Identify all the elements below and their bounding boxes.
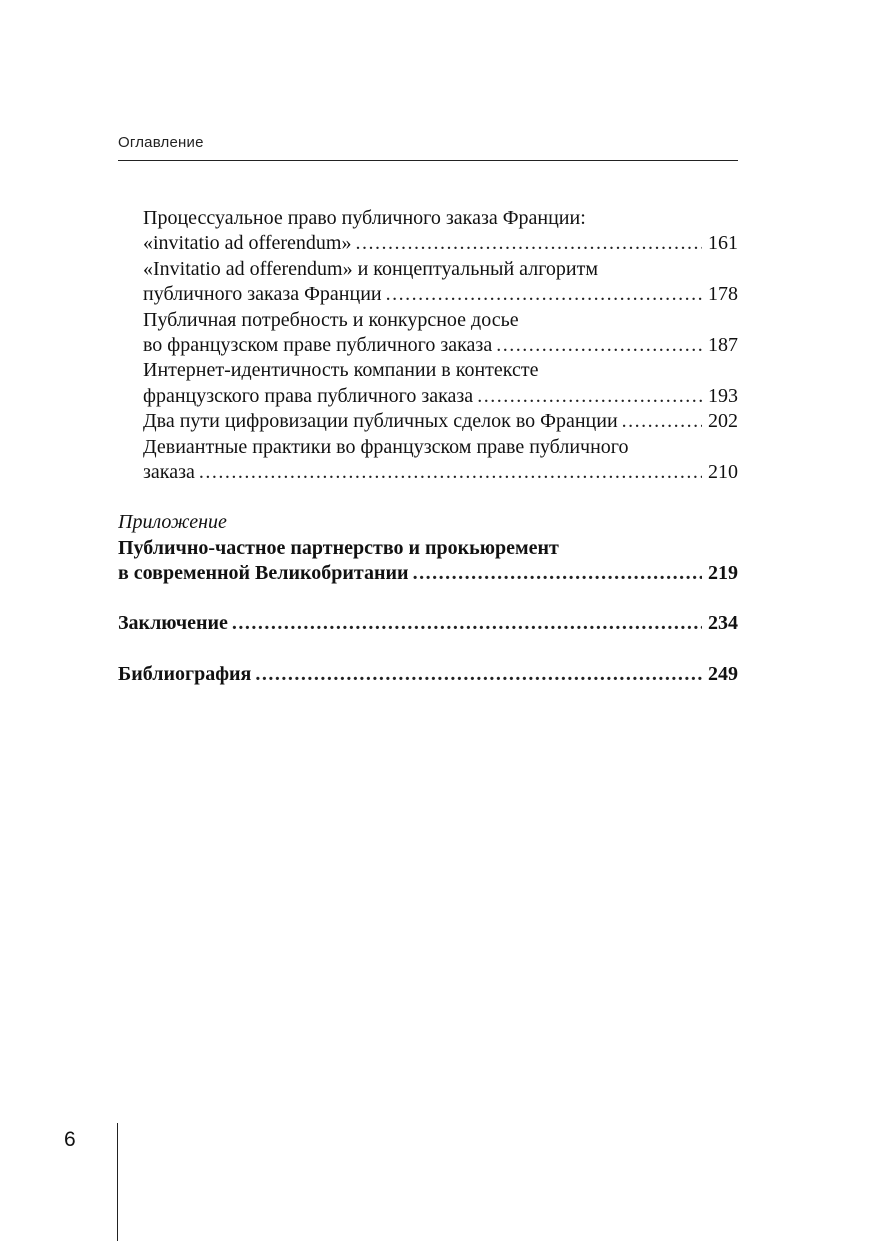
toc-entry-title: Публичная потребность и конкурсное досье (143, 308, 519, 331)
spacer (118, 586, 738, 611)
dot-leader (622, 409, 702, 434)
toc-entry-line (118, 231, 738, 256)
toc-entry-line (118, 333, 738, 358)
dot-leader (232, 611, 702, 636)
appendix-title: Публично-частное партнерство и прокьюремент (118, 536, 559, 559)
toc-page-number: 219 (708, 562, 738, 585)
toc-page-number: 234 (708, 612, 738, 635)
toc-page-number: 193 (708, 384, 738, 407)
toc-entry-title: «Invitatio ad offerendum» и концептуальный алгоритм (143, 257, 599, 280)
page-number: 6 (64, 1128, 76, 1151)
appendix-label: Приложение (118, 511, 227, 534)
dot-leader (477, 384, 702, 409)
spacer (118, 485, 738, 510)
spacer (118, 637, 738, 662)
toc-entry-title-cont: публичного заказа Франции (143, 283, 382, 306)
folio-rule (117, 1123, 118, 1241)
appendix-title-cont: в современной Великобритании (118, 562, 409, 585)
conclusion-title: Заключение (118, 612, 228, 635)
toc-page-number: 202 (708, 410, 738, 433)
toc-entry-line (118, 282, 738, 307)
dot-leader (386, 282, 702, 307)
dot-leader (413, 561, 702, 586)
toc-entry-title-cont: во французском праве публичного заказа (143, 333, 493, 356)
dot-leader (496, 333, 702, 358)
running-head: Оглавление (118, 134, 204, 151)
dot-leader (355, 231, 702, 256)
toc-entry-title: Процессуальное право публичного заказа Франции: (143, 207, 586, 229)
toc-page-number: 161 (708, 232, 738, 255)
toc-entry-title-cont: заказа (143, 460, 195, 483)
bibliography-line (118, 662, 738, 687)
toc-entry-title-cont: «invitatio ad offerendum» (143, 232, 352, 255)
dot-leader (199, 460, 702, 485)
table-of-contents (118, 206, 738, 687)
dot-leader (255, 662, 702, 687)
toc-entry-line (118, 460, 738, 485)
toc-entry-title: Интернет-идентичность компании в контексте (143, 359, 539, 382)
toc-page-number: 187 (708, 333, 738, 356)
toc-entry-line (118, 384, 738, 409)
toc-page-number: 210 (708, 460, 738, 483)
appendix-line (118, 561, 738, 586)
header-rule (118, 160, 738, 161)
toc-page-number: 178 (708, 283, 738, 306)
bibliography-title: Библиография (118, 662, 252, 685)
toc-entry-title-cont: французского права публичного заказа (143, 384, 474, 407)
toc-entry-title: Девиантные практики во французском праве публичного (143, 435, 629, 458)
toc-entry-title: Два пути цифровизации публичных сделок во Франции (143, 410, 618, 433)
toc-page-number: 249 (708, 662, 738, 685)
toc-entry-line (118, 409, 738, 434)
conclusion-line (118, 611, 738, 636)
